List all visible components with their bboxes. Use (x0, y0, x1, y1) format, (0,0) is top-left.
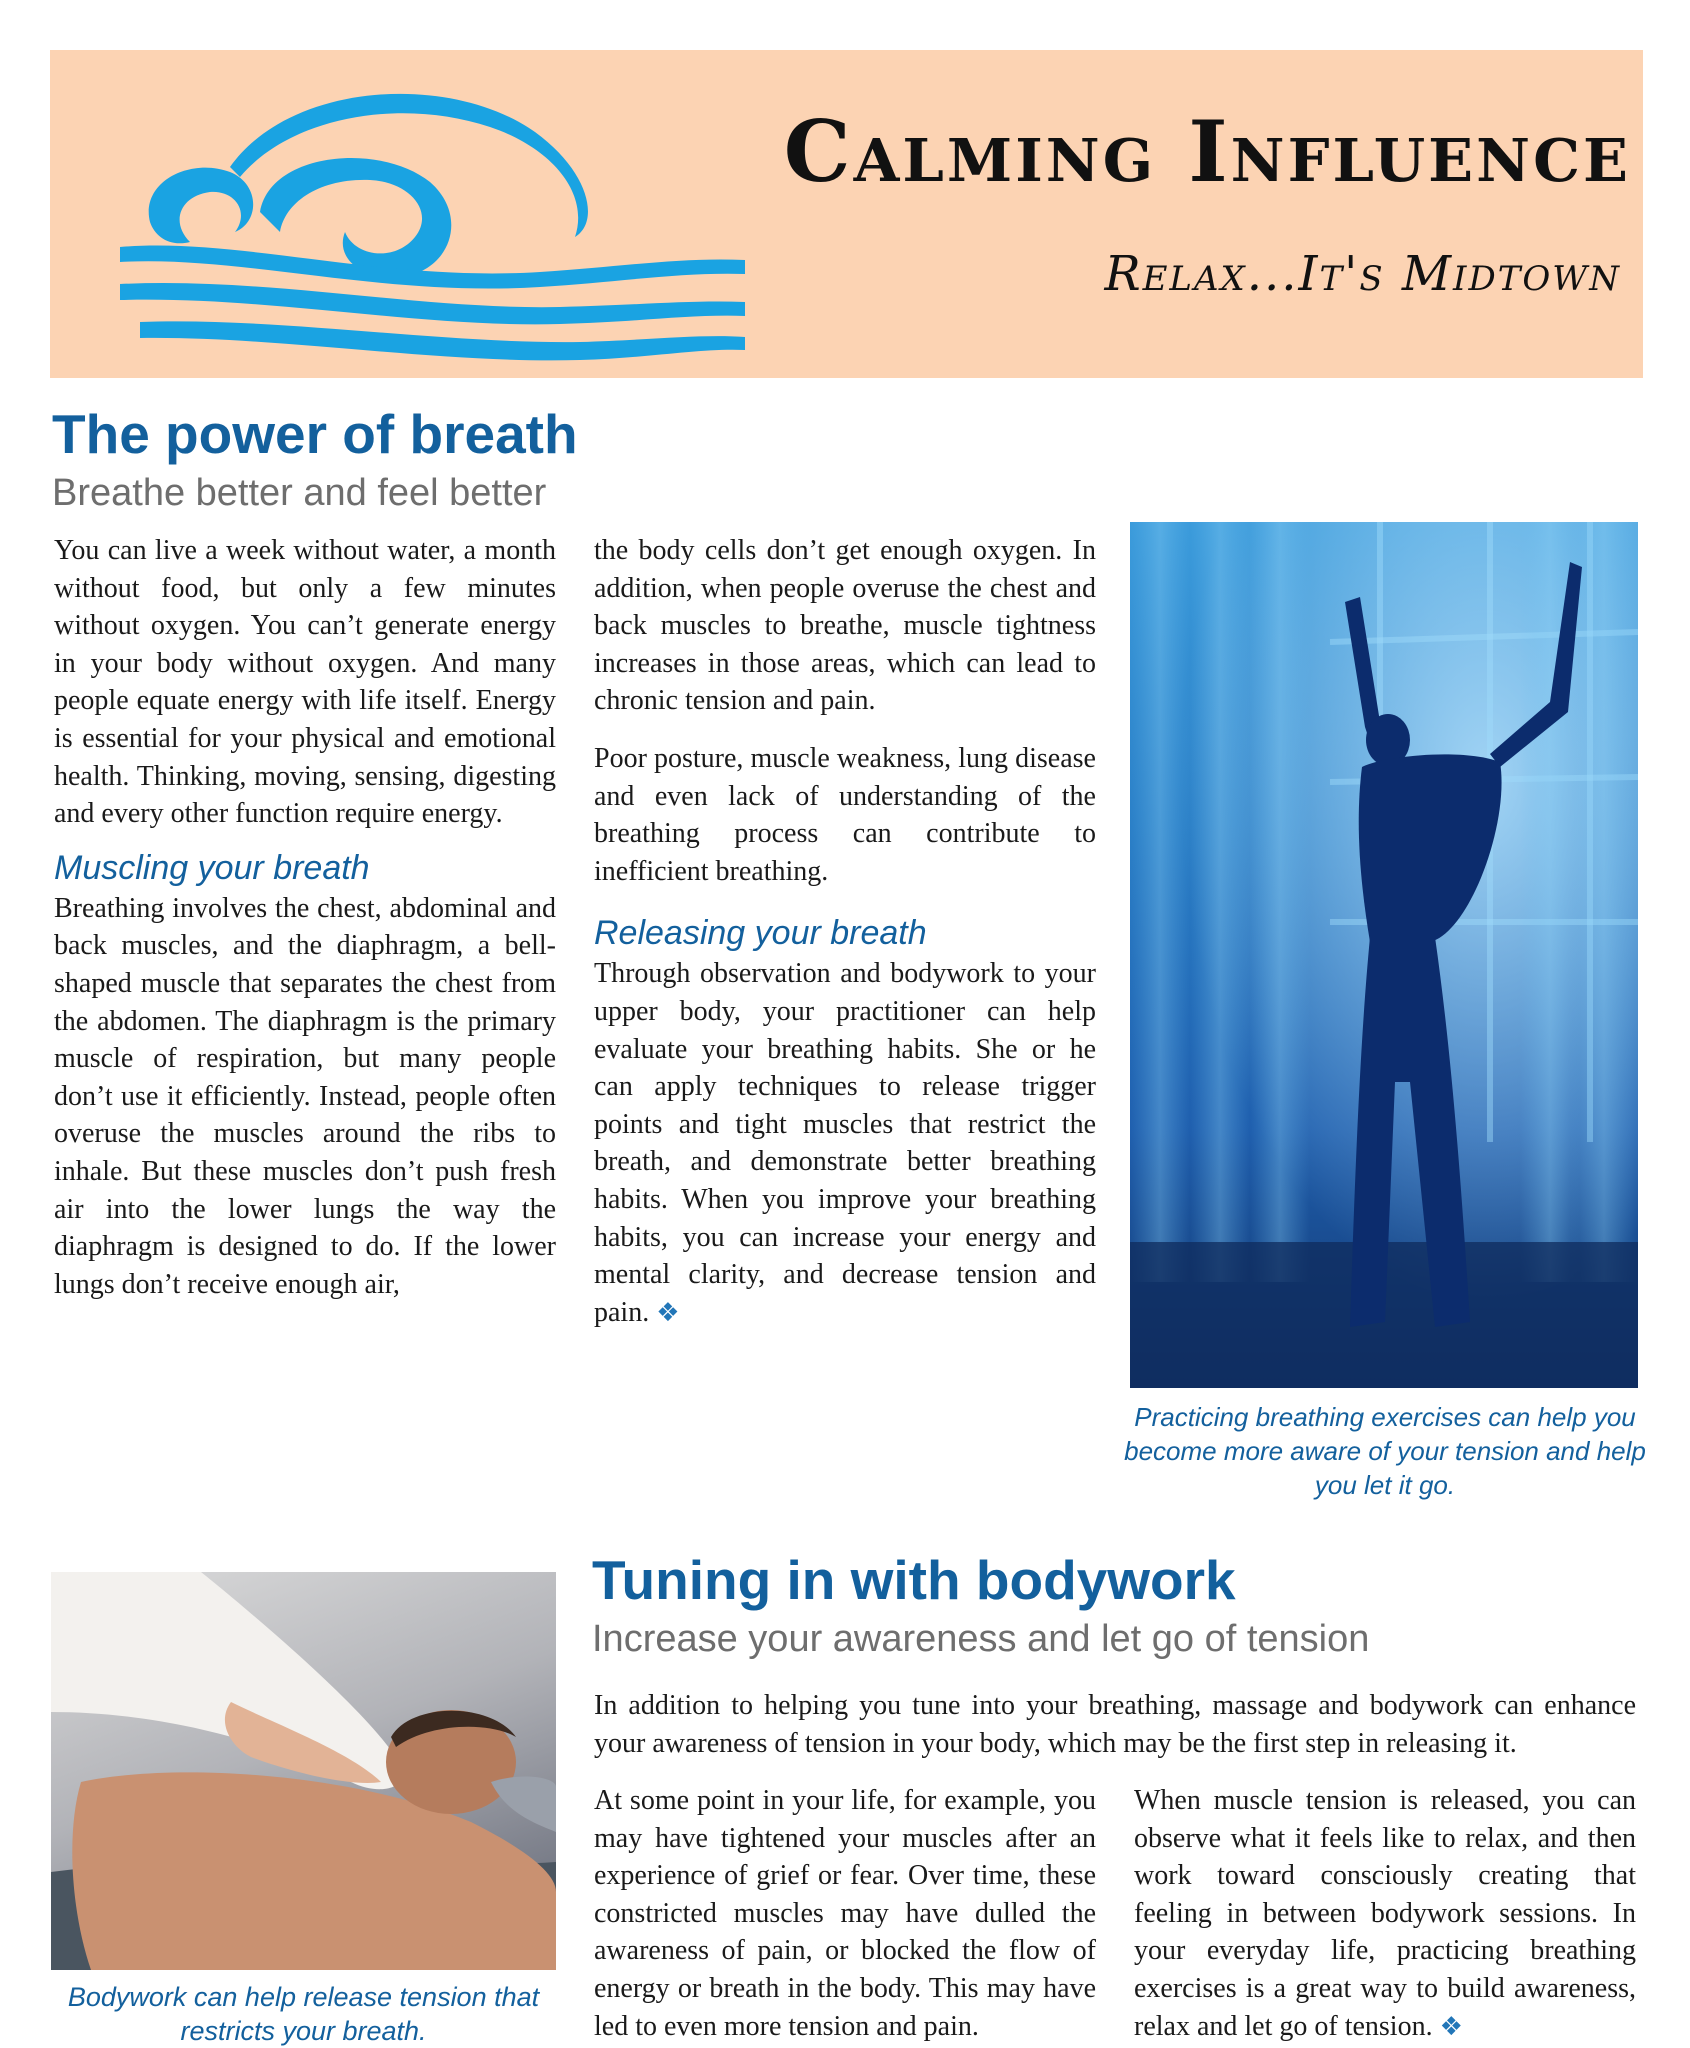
masthead (50, 50, 1643, 378)
wave-logo (120, 72, 750, 372)
body-paragraph: the body cells don’t get enough oxygen. In addition, when people overuse the chest and back muscles to breathe, muscle tightness increases in those areas, which can lead to chronic tension and pain. (594, 535, 1096, 717)
body-text: Through observation and bodywork to your upper body, your practitioner can help evaluate your breathing habits. She or he can apply techniques to release trigger points and tight muscles that restrict the breath, and demonstrate better breathing habits. When you improve your breathing habits, you can increase your energy and mental clarity, and decrease tension and pain. (594, 958, 1096, 1328)
body-paragraph: Poor posture, muscle weakness, lung disease and even lack of understanding of the breathing process can contribute to inefficient breathing. (594, 742, 1096, 887)
body-text: When muscle tension is released, you can observe what it feels like to relax, and then work toward consciously creating that feeling in between bodywork sessions. In your everyday life, practicing breathing exercises is a great way to build awareness, relax and let go of tension. (1134, 1785, 1636, 2042)
subheading: Releasing your breath (594, 914, 927, 953)
body-paragraph (594, 955, 1096, 1332)
brand-tagline: Relax...It's Midtown (1104, 246, 1621, 302)
brand-title: Calming Influence (783, 102, 1631, 201)
section1-column-1 (54, 532, 556, 1303)
end-mark-icon: ❖ (656, 1297, 680, 1328)
body-paragraph: At some point in your life, for example, you may have tightened your muscles after an experience of grief or fear. Over time, these constricted muscles may have dulled the awareness of pain, or blocked the flow of energy or breath in the body. This may have led to even more tension and pain. (594, 1785, 1096, 2042)
photo-caption: Practicing breathing exercises can help you become more aware of your tension and help you let it go. (1124, 1402, 1646, 1500)
section-title: The power of breath (52, 403, 578, 465)
section-subtitle: Increase your awareness and let go of tension (592, 1618, 1370, 1660)
body-paragraph: You can live a week without water, a month without food, but only a few minutes without oxygen. You can’t generate energy in your body without oxygen. And many people equate energy with life itself. Energy is essential for your physical and emotional health. Thinking, moving, sensing, digesting and every other function require energy. (54, 535, 556, 830)
section-subtitle: Breathe better and feel better (52, 472, 547, 514)
section-title: Tuning in with bodywork (592, 1549, 1236, 1611)
body-paragraph: Breathing involves the chest, abdominal and back muscles, and the diaphragm, a bell-shaped muscle that separates the chest from the abdomen. The diaphragm is the primary muscle of respiration, but many people don’t use it efficiently. Instead, people often overuse the muscles around the ribs to inhale. But these muscles don’t push fresh air into the lower lungs the way the diaphragm is designed to do. If the lower lungs don’t receive enough air, (54, 892, 556, 1300)
subheading: Muscling your breath (54, 848, 370, 887)
photo-caption: Bodywork can help release tension that restricts your breath. (67, 1982, 540, 2046)
intro-paragraph: In addition to helping you tune into your breathing, massage and bodywork can enhance your awareness of tension in your body, which may be the first step in releasing it. (594, 1690, 1636, 1759)
bodywork-photo-art (51, 1572, 556, 1970)
breathing-photo-art (1130, 522, 1638, 1388)
section1-column-2 (594, 532, 1096, 1332)
breathing-photo (1130, 522, 1638, 1388)
body-paragraph (1134, 1782, 1636, 2046)
bodywork-photo (51, 1572, 556, 1970)
end-mark-icon: ❖ (1439, 2011, 1463, 2042)
